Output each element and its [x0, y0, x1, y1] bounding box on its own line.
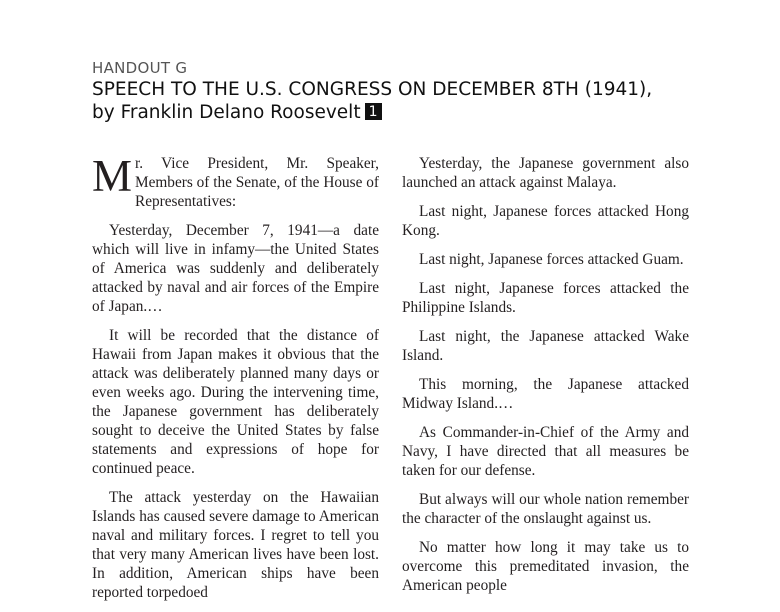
footnote-marker[interactable]: 1: [365, 103, 382, 120]
byline-text: by Franklin Delano Roosevelt: [92, 102, 361, 123]
paragraph: Yesterday, December 7, 1941—a date which will live in infamy—the United States of America was suddenly and deliberately attacked by naval and air forces of the Empire of Japan.…: [92, 222, 379, 315]
left-column: [92, 151, 379, 612]
paragraph: Last night, Japanese forces attacked the Philippine Islands.: [402, 280, 689, 316]
paragraph: Last night, the Japanese attacked Wake Island.: [402, 328, 689, 364]
paragraph: Last night, Japanese forces attacked Hong Kong.: [402, 203, 689, 239]
byline: [92, 101, 732, 124]
handout-label: HANDOUT G: [92, 59, 188, 77]
opening-text: r. Vice President, Mr. Speaker, Members of the Senate, of the House of Representatives:: [135, 155, 379, 210]
paragraph: It will be recorded that the distance of Hawaii from Japan makes it obvious that the attack was deliberately planned many days or even weeks ago. During the intervening time, the Japanese government has deliberately sought to deceive the United States by false statements and expressions of hope for continued peace.: [92, 327, 379, 477]
opening-paragraph: [92, 151, 379, 211]
handout-header: [92, 58, 732, 124]
paragraph: The attack yesterday on the Hawaiian Islands has caused severe damage to American naval and military forces. I regret to tell you that very many American lives have been lost. In addition, American ships have been reported torpedoed: [92, 489, 379, 601]
paragraph: This morning, the Japanese attacked Midway Island.…: [402, 376, 689, 412]
paragraph: No matter how long it may take us to overcome this premeditated invasion, the American people: [402, 539, 689, 594]
paragraph: Last night, Japanese forces attacked Guam.: [419, 251, 684, 268]
document-title: SPEECH TO THE U.S. CONGRESS ON DECEMBER 8TH (1941),: [92, 79, 653, 100]
right-column: [402, 154, 689, 605]
paragraph: As Commander-in-Chief of the Army and Navy, I have directed that all measures be taken for our defense.: [402, 424, 689, 479]
paragraph: Yesterday, the Japanese government also launched an attack against Malaya.: [402, 155, 689, 191]
drop-cap: M: [92, 151, 133, 201]
paragraph: But always will our whole nation remember the character of the onslaught against us.: [402, 491, 689, 527]
